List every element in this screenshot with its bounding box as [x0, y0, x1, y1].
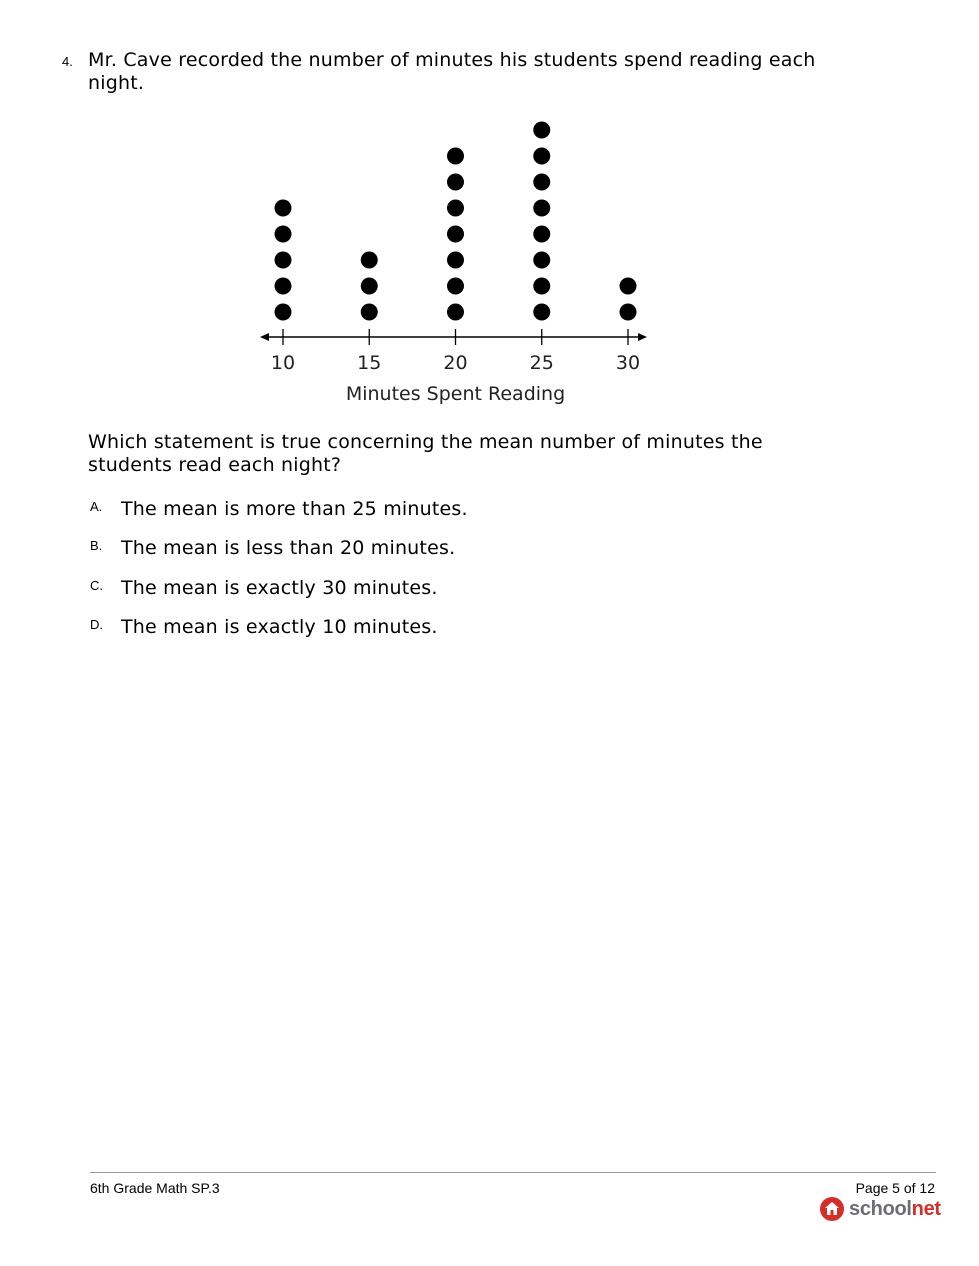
data-dot — [275, 278, 292, 295]
data-dot — [533, 148, 550, 165]
choice-c-letter: C. — [90, 578, 103, 593]
choice-d-text: The mean is exactly 10 minutes. — [121, 616, 438, 638]
data-dot — [275, 304, 292, 321]
footer-page-number: Page 5 of 12 — [855, 1180, 935, 1196]
choice-d-letter: D. — [90, 617, 103, 632]
x-tick-label: 15 — [357, 352, 382, 374]
data-dot — [533, 252, 550, 269]
data-dot — [620, 304, 637, 321]
footer-course-title: 6th Grade Math SP.3 — [90, 1180, 220, 1196]
data-dot — [447, 278, 464, 295]
x-axis-left-arrow — [260, 333, 269, 341]
data-dot — [361, 304, 378, 321]
house-icon — [820, 1197, 844, 1221]
schoolnet-logo — [820, 1195, 941, 1223]
data-dot — [447, 148, 464, 165]
data-dot — [361, 252, 378, 269]
data-dot — [275, 200, 292, 217]
choice-b-text: The mean is less than 20 minutes. — [121, 537, 456, 559]
data-dot — [533, 174, 550, 191]
x-tick-label: 30 — [615, 352, 641, 374]
logo-wordmark-school: school — [849, 1197, 912, 1220]
question-stem: Mr. Cave recorded the number of minutes his students spend reading each night. — [88, 49, 816, 94]
data-dot — [447, 226, 464, 243]
data-dot — [447, 200, 464, 217]
logo-wordmark-net: net — [911, 1197, 941, 1220]
data-dot — [361, 278, 378, 295]
data-dot — [533, 226, 550, 243]
dot-plot — [240, 110, 680, 420]
logo-wordmark — [849, 1198, 941, 1221]
data-dot — [447, 304, 464, 321]
x-tick-label: 20 — [443, 352, 468, 374]
choice-c-text: The mean is exactly 30 minutes. — [121, 577, 438, 599]
choice-a-text: The mean is more than 25 minutes. — [121, 498, 468, 520]
x-axis-title: Minutes Spent Reading — [345, 383, 566, 405]
footer-divider — [90, 1172, 936, 1173]
data-dot — [447, 174, 464, 191]
data-dot — [533, 304, 550, 321]
data-dot — [620, 278, 637, 295]
data-dot — [533, 122, 550, 139]
question-number: 4. — [62, 54, 73, 69]
data-dot — [533, 278, 550, 295]
data-dot — [533, 200, 550, 217]
data-dot — [447, 252, 464, 269]
question-prompt: Which statement is true concerning the mean number of minutes the students read each night? — [88, 431, 763, 476]
x-tick-label: 10 — [270, 352, 296, 374]
x-tick-label: 25 — [529, 352, 554, 374]
data-dot — [275, 226, 292, 243]
data-dot — [275, 252, 292, 269]
choice-a-letter: A. — [90, 499, 103, 514]
x-axis-right-arrow — [638, 333, 647, 341]
choice-b-letter: B. — [90, 538, 103, 553]
